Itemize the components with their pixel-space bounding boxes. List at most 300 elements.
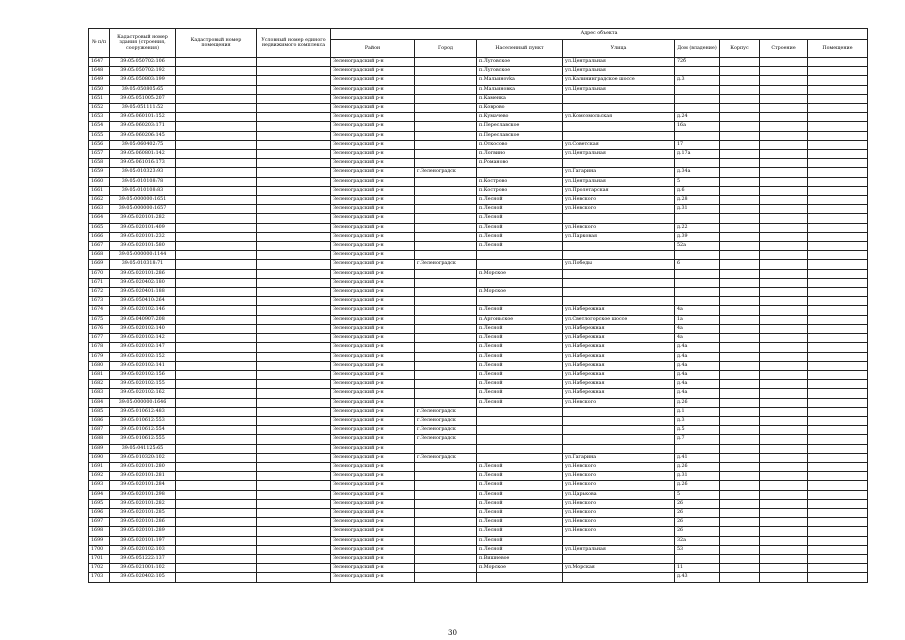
cell-cad-building: 39:05:010612:553 — [110, 416, 176, 425]
cell-cad-room — [176, 67, 257, 76]
cell-cad-room — [176, 159, 257, 168]
cell-raion: Зеленоградский р-н — [331, 205, 415, 214]
cell-pomeschenie — [808, 168, 868, 177]
cell-cad-room — [176, 426, 257, 435]
cell-dom: д.1 — [675, 407, 720, 416]
cell-korpus — [720, 177, 760, 186]
cell-gorod — [415, 113, 477, 122]
cell-dom: д.26 — [675, 462, 720, 471]
cell-stroenie — [760, 315, 808, 324]
cell-np: п.Лесной — [477, 242, 563, 251]
table-row — [89, 196, 868, 205]
cell-pomeschenie — [808, 113, 868, 122]
cell-cond-num — [257, 269, 331, 278]
cell-gorod — [415, 315, 477, 324]
cell-cad-building: 39:05:020401:188 — [110, 288, 176, 297]
cell-cad-room — [176, 306, 257, 315]
cell-pomeschenie — [808, 306, 868, 315]
cell-gorod — [415, 131, 477, 140]
table-row — [89, 186, 868, 195]
cell-num: 1680 — [89, 361, 110, 370]
cell-korpus — [720, 490, 760, 499]
cell-num: 1649 — [89, 76, 110, 85]
cell-cad-room — [176, 150, 257, 159]
cell-cond-num — [257, 426, 331, 435]
cell-cad-room — [176, 435, 257, 444]
cell-raion: Зеленоградский р-н — [331, 380, 415, 389]
cell-cad-room — [176, 177, 257, 186]
cell-pomeschenie — [808, 269, 868, 278]
cell-stroenie — [760, 94, 808, 103]
cell-cad-building: 39:05:020101:580 — [110, 242, 176, 251]
cell-cad-room — [176, 122, 257, 131]
cell-cond-num — [257, 444, 331, 453]
cell-num: 1695 — [89, 499, 110, 508]
cell-stroenie — [760, 426, 808, 435]
cell-pomeschenie — [808, 315, 868, 324]
cell-dom: д.4а — [675, 370, 720, 379]
cell-dom: д.7 — [675, 435, 720, 444]
cell-cad-room — [176, 131, 257, 140]
cell-cad-building: 39:05:020101:285 — [110, 508, 176, 517]
cell-raion: Зеленоградский р-н — [331, 324, 415, 333]
cell-gorod — [415, 324, 477, 333]
cell-gorod: г.Зеленоградск — [415, 260, 477, 269]
cell-pomeschenie — [808, 278, 868, 287]
cell-korpus — [720, 545, 760, 554]
cell-cad-room — [176, 315, 257, 324]
cell-cond-num — [257, 324, 331, 333]
cell-stroenie — [760, 324, 808, 333]
cell-cad-building: 39:05:020102:152 — [110, 352, 176, 361]
cell-korpus — [720, 260, 760, 269]
cell-pomeschenie — [808, 573, 868, 582]
cell-pomeschenie — [808, 288, 868, 297]
cell-dom: д.39 — [675, 232, 720, 241]
cell-gorod — [415, 251, 477, 260]
cell-cad-room — [176, 499, 257, 508]
cell-np — [477, 260, 563, 269]
cell-raion: Зеленоградский р-н — [331, 416, 415, 425]
cell-cad-room — [176, 554, 257, 563]
cell-num: 1652 — [89, 104, 110, 113]
cell-pomeschenie — [808, 352, 868, 361]
cell-cad-building: 39:05:020402:105 — [110, 573, 176, 582]
cell-korpus — [720, 324, 760, 333]
col-header-cad-building: Кадастровый номер здания (строения, сооружения) — [110, 29, 176, 58]
cell-dom: д.4а — [675, 343, 720, 352]
cell-korpus — [720, 278, 760, 287]
cell-cad-room — [176, 370, 257, 379]
table-row — [89, 554, 868, 563]
cell-num: 1658 — [89, 159, 110, 168]
cell-gorod — [415, 564, 477, 573]
cell-cad-building: 39:05:010612:555 — [110, 435, 176, 444]
cell-num: 1661 — [89, 186, 110, 195]
cell-raion: Зеленоградский р-н — [331, 288, 415, 297]
cell-korpus — [720, 315, 760, 324]
cell-cad-room — [176, 324, 257, 333]
cell-cad-building: 39:05:020101:282 — [110, 499, 176, 508]
cell-pomeschenie — [808, 554, 868, 563]
cell-stroenie — [760, 527, 808, 536]
cell-cad-building: 39:05:020101:282 — [110, 214, 176, 223]
cell-raion: Зеленоградский р-н — [331, 481, 415, 490]
table-row — [89, 67, 868, 76]
cell-cad-room — [176, 416, 257, 425]
cell-street — [563, 573, 675, 582]
cell-cad-room — [176, 251, 257, 260]
cell-cond-num — [257, 343, 331, 352]
cell-cad-room — [176, 472, 257, 481]
cell-raion: Зеленоградский р-н — [331, 444, 415, 453]
cell-cad-building: 39:05:020101:284 — [110, 481, 176, 490]
cell-cad-room — [176, 536, 257, 545]
cell-cad-building: 39:05:061016:173 — [110, 159, 176, 168]
table-row — [89, 518, 868, 527]
cell-street: ул.Советская — [563, 140, 675, 149]
cell-gorod — [415, 269, 477, 278]
cell-cad-building: 39:05:000000:1657 — [110, 205, 176, 214]
cell-gorod — [415, 140, 477, 149]
cell-num: 1697 — [89, 518, 110, 527]
cell-cad-room — [176, 334, 257, 343]
cell-korpus — [720, 334, 760, 343]
cell-num: 1686 — [89, 416, 110, 425]
cell-stroenie — [760, 545, 808, 554]
cell-cond-num — [257, 94, 331, 103]
cell-raion: Зеленоградский р-н — [331, 232, 415, 241]
cell-gorod — [415, 76, 477, 85]
cell-cad-building: 39:05:010108:83 — [110, 186, 176, 195]
cell-street: ул.Невского — [563, 499, 675, 508]
cell-cond-num — [257, 122, 331, 131]
cell-np: п.Переславское — [477, 122, 563, 131]
cell-np: п.Откосово — [477, 140, 563, 149]
cell-korpus — [720, 554, 760, 563]
cell-dom — [675, 278, 720, 287]
cell-cond-num — [257, 453, 331, 462]
cell-num: 1662 — [89, 196, 110, 205]
cell-korpus — [720, 58, 760, 67]
cell-cad-building: 39:05:020102:162 — [110, 389, 176, 398]
cell-cond-num — [257, 104, 331, 113]
cell-korpus — [720, 251, 760, 260]
cell-cad-room — [176, 186, 257, 195]
cell-pomeschenie — [808, 508, 868, 517]
cell-np: п.Лесной — [477, 343, 563, 352]
cell-raion: Зеленоградский р-н — [331, 297, 415, 306]
cell-gorod — [415, 462, 477, 471]
cell-dom: 17 — [675, 140, 720, 149]
table-body — [89, 58, 868, 583]
cell-cad-building: 39:05:020101:286 — [110, 269, 176, 278]
cell-street: ул.Калининградское шоссе — [563, 76, 675, 85]
cell-korpus — [720, 343, 760, 352]
cell-pomeschenie — [808, 131, 868, 140]
cell-num: 1676 — [89, 324, 110, 333]
cell-dom: д.5 — [675, 426, 720, 435]
table-row — [89, 131, 868, 140]
cell-street — [563, 122, 675, 131]
cell-cad-room — [176, 407, 257, 416]
cell-num: 1660 — [89, 177, 110, 186]
cell-cad-building: 39:05:020101:286 — [110, 518, 176, 527]
cell-gorod: г.Зеленоградск — [415, 407, 477, 416]
cell-num: 1675 — [89, 315, 110, 324]
cell-raion: Зеленоградский р-н — [331, 573, 415, 582]
cell-korpus — [720, 564, 760, 573]
cell-dom — [675, 297, 720, 306]
cell-dom: д.34а — [675, 168, 720, 177]
cell-cad-room — [176, 58, 257, 67]
cell-cad-building: 39:05:020101:197 — [110, 536, 176, 545]
cell-dom: д.28 — [675, 196, 720, 205]
table-row — [89, 140, 868, 149]
cell-stroenie — [760, 168, 808, 177]
table-row — [89, 168, 868, 177]
table-row — [89, 288, 868, 297]
cell-raion: Зеленоградский р-н — [331, 113, 415, 122]
cell-street: ул.Набережная — [563, 370, 675, 379]
cell-korpus — [720, 380, 760, 389]
cell-street: ул.Невского — [563, 398, 675, 407]
cell-gorod — [415, 223, 477, 232]
cell-cond-num — [257, 214, 331, 223]
cell-num: 1681 — [89, 370, 110, 379]
cell-stroenie — [760, 306, 808, 315]
cell-korpus — [720, 104, 760, 113]
cell-stroenie — [760, 76, 808, 85]
cell-street: ул.Набережная — [563, 324, 675, 333]
cell-dom: д.31 — [675, 472, 720, 481]
cell-korpus — [720, 518, 760, 527]
cell-street: ул.Невского — [563, 481, 675, 490]
cell-pomeschenie — [808, 76, 868, 85]
cell-gorod — [415, 278, 477, 287]
cell-np: п.Мальиновка — [477, 85, 563, 94]
cell-cond-num — [257, 67, 331, 76]
cell-pomeschenie — [808, 343, 868, 352]
cell-street: ул.Центральная — [563, 545, 675, 554]
table-row — [89, 361, 868, 370]
cell-stroenie — [760, 407, 808, 416]
cell-pomeschenie — [808, 545, 868, 554]
cell-num: 1667 — [89, 242, 110, 251]
cell-korpus — [720, 269, 760, 278]
cell-cond-num — [257, 205, 331, 214]
cell-raion: Зеленоградский р-н — [331, 104, 415, 113]
cell-cad-room — [176, 545, 257, 554]
cell-gorod — [415, 490, 477, 499]
cell-np: п.Мальинovka — [477, 76, 563, 85]
cell-cad-room — [176, 94, 257, 103]
cell-dom: д.41 — [675, 453, 720, 462]
cell-cond-num — [257, 462, 331, 471]
cell-np: п.Лесной — [477, 352, 563, 361]
table-row — [89, 232, 868, 241]
table-row — [89, 564, 868, 573]
cell-np: п.Аргоньское — [477, 315, 563, 324]
cell-gorod — [415, 58, 477, 67]
cell-cad-room — [176, 168, 257, 177]
cell-stroenie — [760, 150, 808, 159]
cell-stroenie — [760, 361, 808, 370]
cell-dom — [675, 159, 720, 168]
cell-stroenie — [760, 205, 808, 214]
table-row — [89, 150, 868, 159]
cell-gorod — [415, 297, 477, 306]
col-header-np: Населенный пункт — [477, 40, 563, 58]
cell-street: ул.Набережная — [563, 343, 675, 352]
cell-raion: Зеленоградский р-н — [331, 168, 415, 177]
table-row — [89, 499, 868, 508]
cell-cad-building: 39:05:020101:289 — [110, 527, 176, 536]
cell-num: 1671 — [89, 278, 110, 287]
cell-street: ул.Невского — [563, 223, 675, 232]
cell-korpus — [720, 223, 760, 232]
cell-cad-room — [176, 343, 257, 352]
cell-cad-building: 39:05:051222:137 — [110, 554, 176, 563]
cell-stroenie — [760, 334, 808, 343]
cell-cad-building: 39:05:051005:207 — [110, 94, 176, 103]
cell-num: 1684 — [89, 398, 110, 407]
cell-street: ул.Набережная — [563, 361, 675, 370]
cell-cad-building: 39:05:020102:142 — [110, 334, 176, 343]
cell-stroenie — [760, 564, 808, 573]
cell-stroenie — [760, 343, 808, 352]
cell-street: ул.Невского — [563, 472, 675, 481]
cell-np: п.Лесной — [477, 481, 563, 490]
cell-cond-num — [257, 196, 331, 205]
cell-pomeschenie — [808, 196, 868, 205]
cell-np — [477, 407, 563, 416]
cell-cond-num — [257, 334, 331, 343]
cell-num: 1668 — [89, 251, 110, 260]
cell-raion: Зеленоградский р-н — [331, 398, 415, 407]
cell-num: 1669 — [89, 260, 110, 269]
cell-np: п.Лесной — [477, 536, 563, 545]
cell-num: 1701 — [89, 554, 110, 563]
cell-gorod — [415, 536, 477, 545]
cell-cad-building: 39:05:051111:52 — [110, 104, 176, 113]
cell-cad-building: 39:05:060203:171 — [110, 122, 176, 131]
cell-raion: Зеленоградский р-н — [331, 214, 415, 223]
cell-np: п.Лесной — [477, 389, 563, 398]
cell-korpus — [720, 444, 760, 453]
cell-street: ул.Набережная — [563, 334, 675, 343]
cell-pomeschenie — [808, 334, 868, 343]
cell-pomeschenie — [808, 435, 868, 444]
cell-gorod — [415, 518, 477, 527]
cell-num: 1689 — [89, 444, 110, 453]
cell-num: 1699 — [89, 536, 110, 545]
cell-np: п.Лесной — [477, 518, 563, 527]
cell-raion: Зеленоградский р-н — [331, 361, 415, 370]
cell-street: ул.Невского — [563, 196, 675, 205]
cell-cad-building: 39:05:010318:71 — [110, 260, 176, 269]
cell-stroenie — [760, 435, 808, 444]
cell-dom: д.26 — [675, 398, 720, 407]
cell-korpus — [720, 85, 760, 94]
cell-korpus — [720, 389, 760, 398]
col-header-num: № п/п — [89, 29, 110, 58]
cell-korpus — [720, 481, 760, 490]
cell-np: п.Кострово — [477, 186, 563, 195]
cell-cad-room — [176, 232, 257, 241]
cell-korpus — [720, 140, 760, 149]
cell-cond-num — [257, 131, 331, 140]
cell-cond-num — [257, 306, 331, 315]
cell-np: п.Лесной — [477, 462, 563, 471]
cell-stroenie — [760, 508, 808, 517]
cell-korpus — [720, 508, 760, 517]
cell-gorod — [415, 205, 477, 214]
cell-street — [563, 104, 675, 113]
cell-num: 1682 — [89, 380, 110, 389]
cell-pomeschenie — [808, 67, 868, 76]
cell-pomeschenie — [808, 104, 868, 113]
cell-cad-room — [176, 527, 257, 536]
cell-cad-room — [176, 453, 257, 462]
cell-raion: Зеленоградский р-н — [331, 315, 415, 324]
cell-gorod: г.Зеленоградск — [415, 168, 477, 177]
cell-cond-num — [257, 278, 331, 287]
cell-korpus — [720, 159, 760, 168]
cell-raion: Зеленоградский р-н — [331, 85, 415, 94]
cell-dom: 4а — [675, 306, 720, 315]
cell-korpus — [720, 462, 760, 471]
col-header-pomeschenie: Помещение — [808, 40, 868, 58]
cell-gorod — [415, 334, 477, 343]
cell-num: 1650 — [89, 85, 110, 94]
table-row — [89, 269, 868, 278]
cell-np: п.Лесной — [477, 472, 563, 481]
cell-gorod — [415, 177, 477, 186]
cell-cond-num — [257, 472, 331, 481]
cell-cad-building: 39:05:020102:141 — [110, 361, 176, 370]
cell-gorod — [415, 159, 477, 168]
cell-street — [563, 251, 675, 260]
cell-num: 1656 — [89, 140, 110, 149]
cell-cad-building: 39:05:000000:1651 — [110, 196, 176, 205]
table-row — [89, 324, 868, 333]
cell-num: 1694 — [89, 490, 110, 499]
cell-np: п.Лесной — [477, 380, 563, 389]
cell-dom — [675, 554, 720, 563]
cell-dom: д.22 — [675, 223, 720, 232]
cell-gorod — [415, 150, 477, 159]
cell-stroenie — [760, 159, 808, 168]
cell-stroenie — [760, 518, 808, 527]
table-row — [89, 113, 868, 122]
cell-np — [477, 435, 563, 444]
cell-cad-building: 39:05:050805:65 — [110, 85, 176, 94]
table-row — [89, 58, 868, 67]
cell-cad-building: 39:05:000000:1646 — [110, 398, 176, 407]
cell-gorod — [415, 398, 477, 407]
cell-cad-room — [176, 518, 257, 527]
cell-cad-room — [176, 361, 257, 370]
cell-korpus — [720, 426, 760, 435]
cell-raion: Зеленоградский р-н — [331, 159, 415, 168]
table-row — [89, 416, 868, 425]
cell-korpus — [720, 527, 760, 536]
cell-pomeschenie — [808, 499, 868, 508]
cell-pomeschenie — [808, 205, 868, 214]
cell-dom: д.4а — [675, 380, 720, 389]
table-row — [89, 407, 868, 416]
